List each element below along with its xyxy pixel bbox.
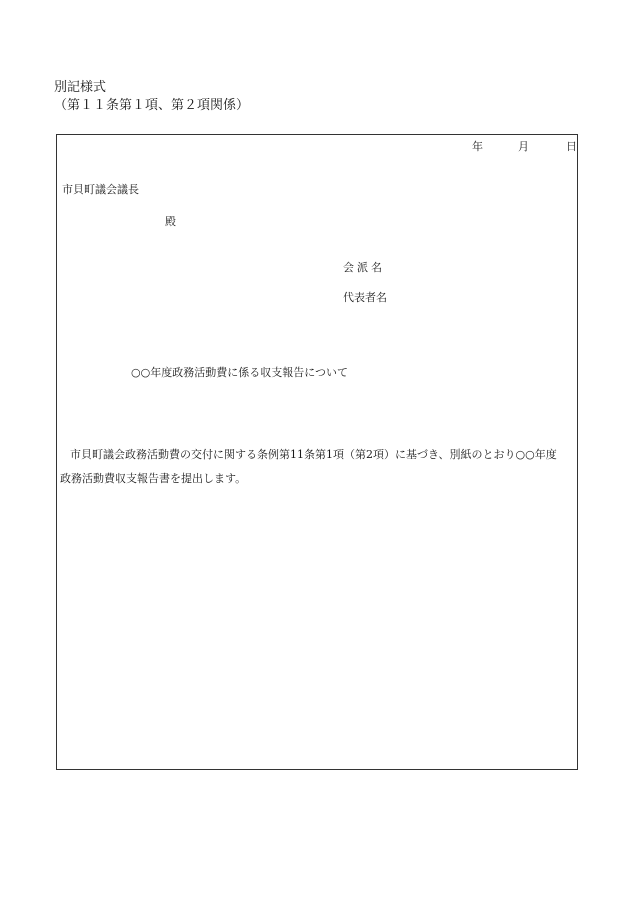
- faction-name-label: 会派名: [343, 261, 385, 274]
- body-text-line-2: 政務活動費収支報告書を提出します。: [60, 472, 247, 485]
- report-subject: ○○年度政務活動費に係る収支報告について: [131, 366, 348, 379]
- recipient-title: 市貝町議会議長: [62, 183, 139, 196]
- date-day-label: 日: [566, 140, 577, 153]
- recipient-honorific: 殿: [165, 215, 176, 228]
- form-clause-reference: （第１１条第１項、第２項関係）: [54, 98, 250, 113]
- body-text-line-1: 市貝町議会政務活動費の交付に関する条例第11条第1項（第2項）に基づき、別紙のとおり○○年度: [70, 448, 557, 461]
- form-label: 別記様式: [54, 80, 107, 95]
- date-month-label: 月: [518, 140, 529, 153]
- representative-name-label: 代表者名: [343, 291, 387, 304]
- date-year-label: 年: [472, 140, 483, 153]
